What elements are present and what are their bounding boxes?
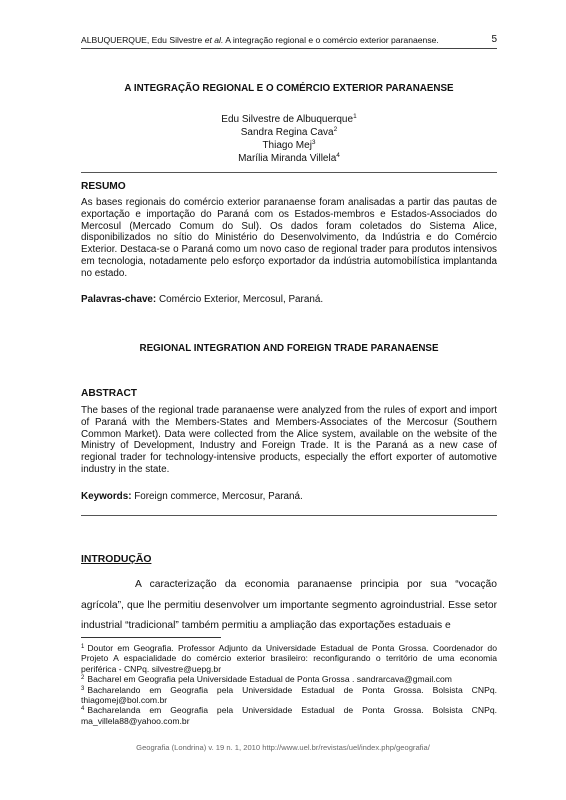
footnotes — [81, 643, 497, 726]
abstract-keywords — [81, 491, 497, 502]
footnote-2 — [81, 674, 497, 684]
author-mark: 1 — [353, 113, 357, 120]
page-footer: Geografia (Londrina) v. 19 n. 1, 2010 http://www.uel.br/revistas/uel/index.php/geografia/ — [136, 743, 430, 752]
footnote-text: Bacharelanda em Geografia pela Universidade Estadual de Ponta Grossa. Bolsista CNPq. ma_villela88@yahoo.com.br — [81, 705, 497, 726]
page-number: 5 — [491, 34, 497, 45]
resumo-text: As bases regionais do comércio exterior paranaense foram analisadas a partir das pautas de exportação e importação do Paraná com os Estados-membros e Estados-Associados do Mercosul (Mercado Comum do Sul). Os dados foram coletados do Sistema Alice, disponibilizados no sítio do Ministério do Desenvolvimento, da Indústria e do Comércio Exterior. Destaca-se o Paraná como um novo caso de regional trader para produtos intensivos em tecnologia, notadamente pelo esforço exportador da indústria automobilística implantanda no estado. — [81, 197, 497, 279]
footnote-3 — [81, 685, 497, 706]
author-3 — [81, 139, 497, 152]
author-name: Sandra Regina Cava — [240, 127, 334, 138]
author-2 — [81, 126, 497, 139]
running-head-author: ALBUQUERQUE, Edu Silvestre — [81, 35, 205, 45]
author-name: Thiago Mej — [262, 140, 312, 151]
abstract-text: The bases of the regional trade paranaense were analyzed from the rules of export and import of Paraná with the Members-States and Members-Associates of the Mercosur (Southern Common Market). Data were collected from the Alice system, available on the website of the Ministry of Development, Industry and Foreign Trade. It is the Paraná as a new case of regional trader for technology-intensive products, especially the effort exporter of automotive industry in the state. — [81, 405, 497, 475]
keywords-label: Palavras-chave: — [81, 294, 157, 305]
divider — [81, 172, 497, 173]
footnote-mark: 2 — [81, 675, 85, 682]
footnote-4 — [81, 705, 497, 726]
footnote-mark: 4 — [81, 706, 85, 713]
footnote-1 — [81, 643, 497, 674]
author-1 — [81, 113, 497, 126]
abstract-heading: ABSTRACT — [81, 388, 138, 399]
footnote-mark: 3 — [81, 685, 85, 692]
author-list — [81, 113, 497, 165]
author-4 — [81, 152, 497, 165]
footnote-text: Bacharel em Geografia pela Universidade Estadual de Ponta Grossa . sandrarcava@gmail.com — [87, 674, 452, 685]
author-mark: 3 — [311, 139, 316, 146]
keywords-value: Foreign commerce, Mercosur, Paraná. — [131, 491, 303, 502]
introducao-text: A caracterização da economia paranaense principia por sua “vocação agrícola”, que lhe permitiu desenvolver um importante segmento agroindustrial. Esse setor industrial “tradicional” também permitiu a ampliação das exportações estaduais e — [81, 579, 497, 632]
footnote-divider — [81, 637, 221, 638]
running-head-title: A integração regional e o comércio exterior paranaense. — [223, 35, 439, 45]
running-head — [81, 35, 497, 49]
resumo-keywords — [81, 294, 497, 305]
divider — [81, 515, 497, 516]
introducao-heading: INTRODUÇÃO — [81, 554, 152, 565]
running-head-etal: et al. — [204, 35, 224, 45]
footnote-text: Bacharelando em Geografia pela Universidade Estadual de Ponta Grossa. Bolsista CNPq. thiagomej@bol.com.br — [81, 684, 497, 706]
author-name: Marília Miranda Villela — [238, 153, 337, 164]
footnote-text: Doutor em Geografia. Professor Adjunto da Universidade Estadual de Ponta Grossa. Coordenador do Projeto A espacialidade do comércio exterior brasileiro: reconfigurando o território de uma economia periférica - CNPq. silvestre@uepg.br — [81, 643, 497, 674]
title-portuguese: A INTEGRAÇÃO REGIONAL E O COMÉRCIO EXTERIOR PARANAENSE — [124, 83, 454, 94]
footnote-mark: 1 — [81, 644, 85, 650]
author-mark: 2 — [333, 126, 338, 133]
author-mark: 4 — [336, 152, 340, 159]
resumo-heading: RESUMO — [81, 181, 126, 192]
author-name: Edu Silvestre de Albuquerque — [221, 114, 354, 125]
keywords-value: Comércio Exterior, Mercosul, Paraná. — [156, 294, 324, 305]
keywords-label: Keywords: — [81, 491, 132, 502]
title-english: REGIONAL INTEGRATION AND FOREIGN TRADE PARANAENSE — [139, 343, 439, 354]
